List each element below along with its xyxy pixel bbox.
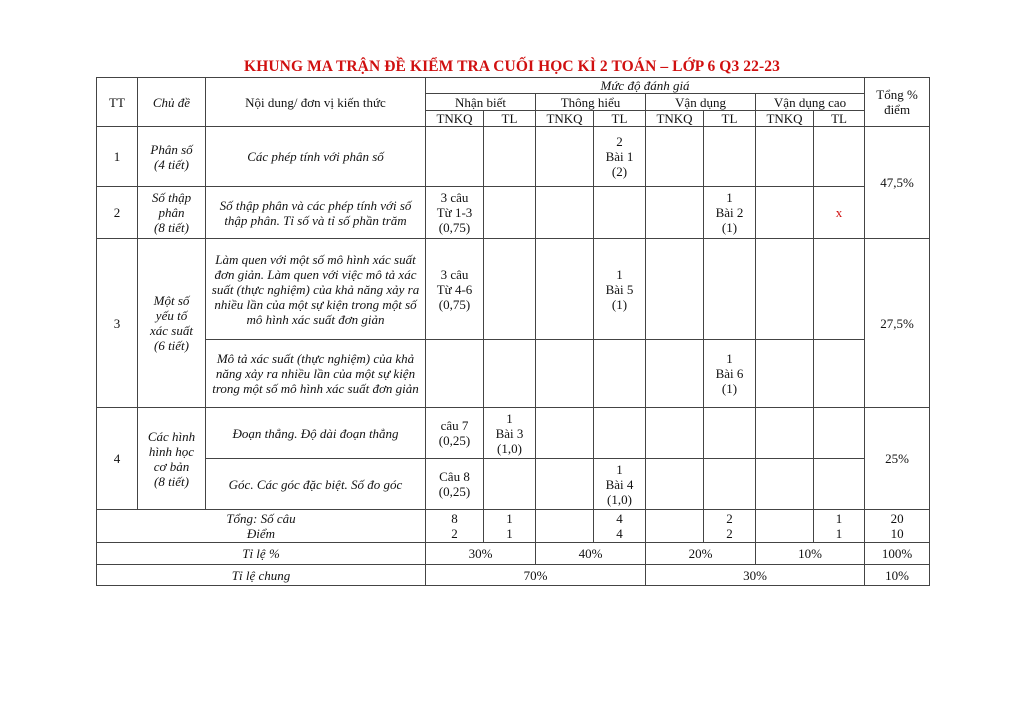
header-tl: TL <box>594 111 646 127</box>
row-tt: 2 <box>97 187 138 239</box>
row-content: Mô tả xác suất (thực nghiệm) của khả năng xảy ra nhiều lần của một sự kiện trong một số mô hình xác suất đơn giản <box>206 340 426 408</box>
cell-value: 1 1 <box>484 510 536 543</box>
cell-value: 1 1 <box>814 510 865 543</box>
cell-empty <box>646 239 704 340</box>
overall-ratio-total: 10% <box>865 565 930 586</box>
cell-empty <box>814 459 865 510</box>
cell-empty <box>814 408 865 459</box>
cell-empty <box>814 127 865 187</box>
cell-empty <box>646 510 704 543</box>
cell-empty <box>646 459 704 510</box>
row-tt: 4 <box>97 408 138 510</box>
header-level-nhan-biet: Nhận biết <box>426 94 536 111</box>
header-level-van-dung-cao: Vận dụng cao <box>756 94 865 111</box>
cell-empty <box>484 459 536 510</box>
table-row <box>97 459 930 510</box>
table-row <box>97 340 930 408</box>
cell-empty <box>536 510 594 543</box>
row-content: Số thập phân và các phép tính với số thập phân. Tỉ số và tỉ số phần trăm <box>206 187 426 239</box>
row-total: 25% <box>865 408 930 510</box>
table-row <box>97 127 930 187</box>
cell-empty <box>756 340 814 408</box>
header-tnkq: TNKQ <box>426 111 484 127</box>
ratio-nhan-biet: 30% <box>426 543 536 565</box>
cell-value: 1 Bài 6 (1) <box>704 340 756 408</box>
ratio-van-dung: 20% <box>646 543 756 565</box>
cell-empty <box>426 340 484 408</box>
overall-ratio-label: Tỉ lệ chung <box>97 565 426 586</box>
row-content: Đoạn thẳng. Độ dài đoạn thẳng <box>206 408 426 459</box>
cell-value: 3 câu Từ 1-3 (0,75) <box>426 187 484 239</box>
header-level-thong-hieu: Thông hiểu <box>536 94 646 111</box>
ratio-label: Tỉ lệ % <box>97 543 426 565</box>
ratio-thong-hieu: 40% <box>536 543 646 565</box>
cell-empty <box>646 408 704 459</box>
totals-grand: 20 10 <box>865 510 930 543</box>
cell-empty <box>756 187 814 239</box>
cell-empty <box>594 187 646 239</box>
header-level-van-dung: Vận dụng <box>646 94 756 111</box>
totals-row <box>97 510 930 543</box>
cell-value: 1 Bài 5 (1) <box>594 239 646 340</box>
cell-mark-x: x <box>814 187 865 239</box>
cell-empty <box>814 340 865 408</box>
cell-empty <box>484 187 536 239</box>
overall-ratio-low: 70% <box>426 565 646 586</box>
row-content: Góc. Các góc đặc biệt. Số đo góc <box>206 459 426 510</box>
assessment-matrix-table <box>96 77 930 586</box>
header-tl: TL <box>814 111 865 127</box>
cell-value: 1 Bài 4 (1,0) <box>594 459 646 510</box>
row-topic: Các hình hình học cơ bản (8 tiết) <box>138 408 206 510</box>
cell-empty <box>756 239 814 340</box>
cell-value: Câu 8 (0,25) <box>426 459 484 510</box>
table-row <box>97 239 930 340</box>
header-row-1 <box>97 78 930 94</box>
header-noi-dung: Nội dung/ đơn vị kiến thức <box>206 78 426 127</box>
cell-empty <box>484 127 536 187</box>
cell-value: 1 Bài 3 (1,0) <box>484 408 536 459</box>
row-tt: 1 <box>97 127 138 187</box>
ratio-van-dung-cao: 10% <box>756 543 865 565</box>
row-topic: Một số yếu tố xác suất (6 tiết) <box>138 239 206 408</box>
cell-empty <box>484 340 536 408</box>
cell-value: 2 Bài 1 (2) <box>594 127 646 187</box>
cell-empty <box>594 408 646 459</box>
table-row <box>97 408 930 459</box>
table-row <box>97 187 930 239</box>
cell-empty <box>426 127 484 187</box>
cell-value: 3 câu Từ 4-6 (0,75) <box>426 239 484 340</box>
cell-empty <box>646 187 704 239</box>
row-content: Các phép tính với phân số <box>206 127 426 187</box>
header-muc-do: Mức độ đánh giá <box>426 78 865 94</box>
cell-empty <box>536 187 594 239</box>
row-total: 27,5% <box>865 239 930 408</box>
cell-empty <box>536 408 594 459</box>
cell-empty <box>756 459 814 510</box>
cell-empty <box>536 459 594 510</box>
cell-value: 2 2 <box>704 510 756 543</box>
header-chu-de: Chủ đề <box>138 78 206 127</box>
ratio-row <box>97 543 930 565</box>
cell-empty <box>484 239 536 340</box>
cell-empty <box>536 127 594 187</box>
overall-ratio-high: 30% <box>646 565 865 586</box>
header-tl: TL <box>484 111 536 127</box>
cell-empty <box>756 510 814 543</box>
cell-empty <box>646 340 704 408</box>
totals-label: Tổng: Số câu Điểm <box>97 510 426 543</box>
cell-value: câu 7 (0,25) <box>426 408 484 459</box>
cell-empty <box>536 239 594 340</box>
header-tnkq: TNKQ <box>756 111 814 127</box>
cell-empty <box>704 459 756 510</box>
header-tnkq: TNKQ <box>646 111 704 127</box>
cell-empty <box>646 127 704 187</box>
row-topic: Phân số (4 tiết) <box>138 127 206 187</box>
cell-empty <box>704 408 756 459</box>
cell-value: 8 2 <box>426 510 484 543</box>
cell-empty <box>704 127 756 187</box>
cell-empty <box>594 340 646 408</box>
header-tt: TT <box>97 78 138 127</box>
row-tt: 3 <box>97 239 138 408</box>
cell-empty <box>814 239 865 340</box>
ratio-total: 100% <box>865 543 930 565</box>
overall-ratio-row <box>97 565 930 586</box>
page-title: KHUNG MA TRẬN ĐỀ KIỂM TRA CUỐI HỌC KÌ 2 TOÁN – LỚP 6 Q3 22-23 <box>244 58 780 75</box>
header-tl: TL <box>704 111 756 127</box>
row-content: Làm quen với một số mô hình xác suất đơn giản. Làm quen với việc mô tả xác suất (thực nghiệm) của khả năng xảy ra nhiều lần của một sự kiện trong một số mô hình xác suất đơn giản <box>206 239 426 340</box>
cell-empty <box>536 340 594 408</box>
row-topic: Số thập phân (8 tiết) <box>138 187 206 239</box>
cell-empty <box>756 127 814 187</box>
cell-empty <box>756 408 814 459</box>
header-tnkq: TNKQ <box>536 111 594 127</box>
cell-value: 1 Bài 2 (1) <box>704 187 756 239</box>
row-total: 47,5% <box>865 127 930 239</box>
cell-value: 4 4 <box>594 510 646 543</box>
cell-empty <box>704 239 756 340</box>
header-tong: Tổng % điểm <box>865 78 930 127</box>
